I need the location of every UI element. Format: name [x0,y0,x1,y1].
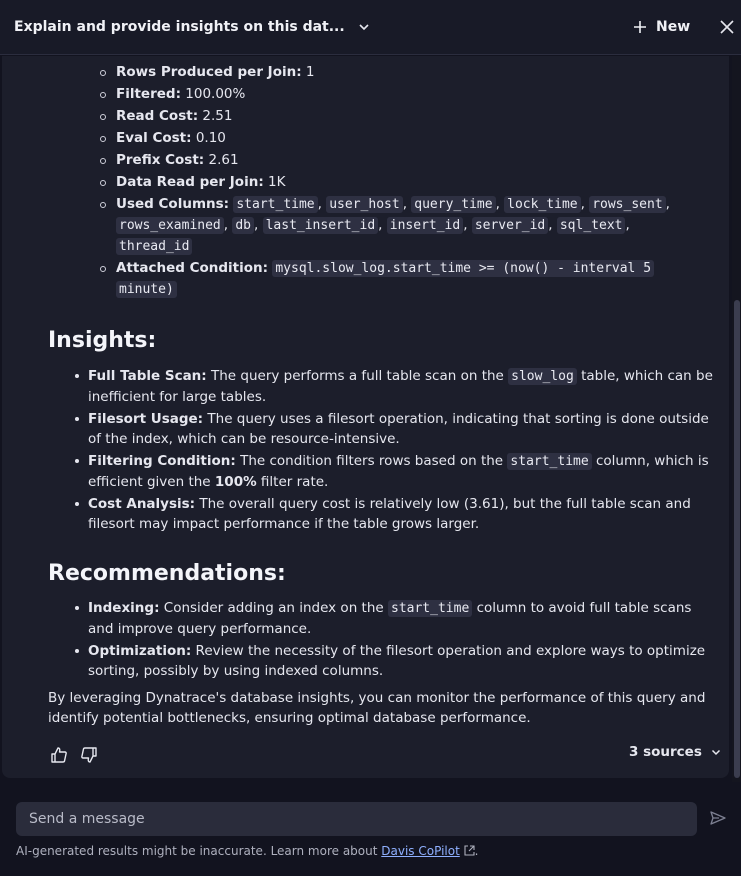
sources-label: 3 sources [629,744,702,760]
insight-emphasis: 100% [214,474,257,490]
list-item [99,84,689,105]
detail-value: 100.00% [185,86,246,102]
insight-label: Full Table Scan: [88,368,207,384]
list-item [99,150,689,171]
code-span: query_time [411,196,495,213]
insight-text: The overall query cost is relatively low (3.61), but the full table scan and filesort may impact performance if the table grows larger. [88,496,691,532]
detail-value: 2.51 [202,108,233,124]
code-span: mysql.slow_log.start_time >= (now() - interval 5 [272,260,654,277]
code-span: rows_sent [589,196,665,213]
recommendation-text: Consider adding an index on the [163,600,384,616]
code-span: rows_examined [116,217,224,234]
insight-text: The condition filters rows based on the [240,453,504,469]
send-icon[interactable] [709,809,727,827]
ai-disclaimer [16,844,478,858]
detail-label: Filtered: [116,86,181,102]
detail-label: Prefix Cost: [116,152,205,168]
disclaimer-text: AI-generated results might be inaccurate. Learn more about [16,844,378,858]
new-chat-label: New [656,19,691,35]
detail-value: 0.10 [195,130,226,146]
code-span: user_host [326,196,402,213]
chevron-down-icon [710,746,722,758]
detail-label: Eval Cost: [116,130,192,146]
list-item [99,62,689,83]
insights-list [72,366,717,536]
code-span: slow_log [508,368,577,385]
message-input[interactable] [16,802,697,836]
chevron-down-icon[interactable] [357,20,371,34]
detail-label: Read Cost: [116,108,199,124]
insight-text: The query performs a full table scan on the [210,368,504,384]
detail-label: Attached Condition: [116,260,269,276]
insight-label: Cost Analysis: [88,496,196,512]
list-item [72,494,717,534]
detail-label: Rows Produced per Join: [116,64,302,80]
external-link-icon [464,845,475,856]
insight-label: Filtering Condition: [88,453,236,469]
disclaimer-end: . [474,844,479,858]
insight-text: The query uses a filesort operation, indicating that sorting is done outside of the index, which can be resource-intensive. [88,411,709,447]
list-item [99,172,689,193]
code-span: lock_time [504,196,580,213]
code-span: sql_text [557,217,626,234]
code-span: db [232,217,254,234]
recommendations-list [72,598,717,683]
list-item [99,106,689,127]
sources-toggle[interactable] [629,744,722,760]
detail-value: 2.61 [208,152,239,168]
new-chat-button[interactable] [632,14,690,40]
plus-icon [632,19,648,35]
assistant-message [2,56,729,778]
list-item [99,128,689,149]
recommendation-label: Indexing: [88,600,160,616]
recommendation-text: column to avoid full table scans and improve query performance. [88,600,692,637]
insight-text: table, which can be inefficient for large tables. [88,368,713,405]
feedback-buttons [50,746,98,764]
insight-text: filter rate. [260,474,329,490]
detail-value: 1K [268,174,286,190]
list-item [72,598,717,639]
list-item [72,409,717,449]
insight-text: column, which is efficient given the [88,453,709,490]
code-span: server_id [472,217,548,234]
conversation-title[interactable]: Explain and provide insights on this dat... [14,19,345,35]
detail-value: 1 [305,64,315,80]
code-span: start_time [507,453,591,470]
close-icon[interactable] [717,17,737,37]
message-composer [0,786,741,876]
recommendation-text: Review the necessity of the filesort operation and explore ways to optimize sorting, possibly by using indexed columns. [88,643,706,679]
recommendation-label: Optimization: [88,643,192,659]
code-span: insert_id [387,217,463,234]
list-item [72,366,717,407]
summary-paragraph: By leveraging Dynatrace's database insights, you can monitor the performance of this query and identify potential bottlenecks, ensuring optimal database performance. [48,690,706,726]
detail-label: Used Columns: [116,196,230,212]
insights-heading: Insights: [48,328,157,353]
code-span: minute) [116,281,177,298]
davis-copilot-link[interactable]: Davis CoPilot [381,844,460,858]
thumbs-down-icon[interactable] [80,746,98,764]
thumbs-up-icon[interactable] [50,746,68,764]
code-span: start_time [233,196,317,213]
chat-header [0,0,741,55]
plan-detail-list [99,62,689,301]
detail-label: Data Read per Join: [116,174,264,190]
scrollbar-thumb[interactable] [734,300,740,778]
code-span: last_insert_id [263,217,379,234]
used-columns-item: Used Columns: start_time , user_host , query_time , lock_time , rows_sent , rows_examined , db , last_insert_id , insert_id , server_id , sql_text , thread_id [99,194,689,257]
attached-condition-item [99,258,689,300]
code-span: thread_id [116,238,192,255]
list-item [72,641,717,681]
code-span: start_time [388,600,472,617]
list-item [72,451,717,492]
insight-label: Filesort Usage: [88,411,204,427]
recommendations-heading: Recommendations: [48,561,286,586]
